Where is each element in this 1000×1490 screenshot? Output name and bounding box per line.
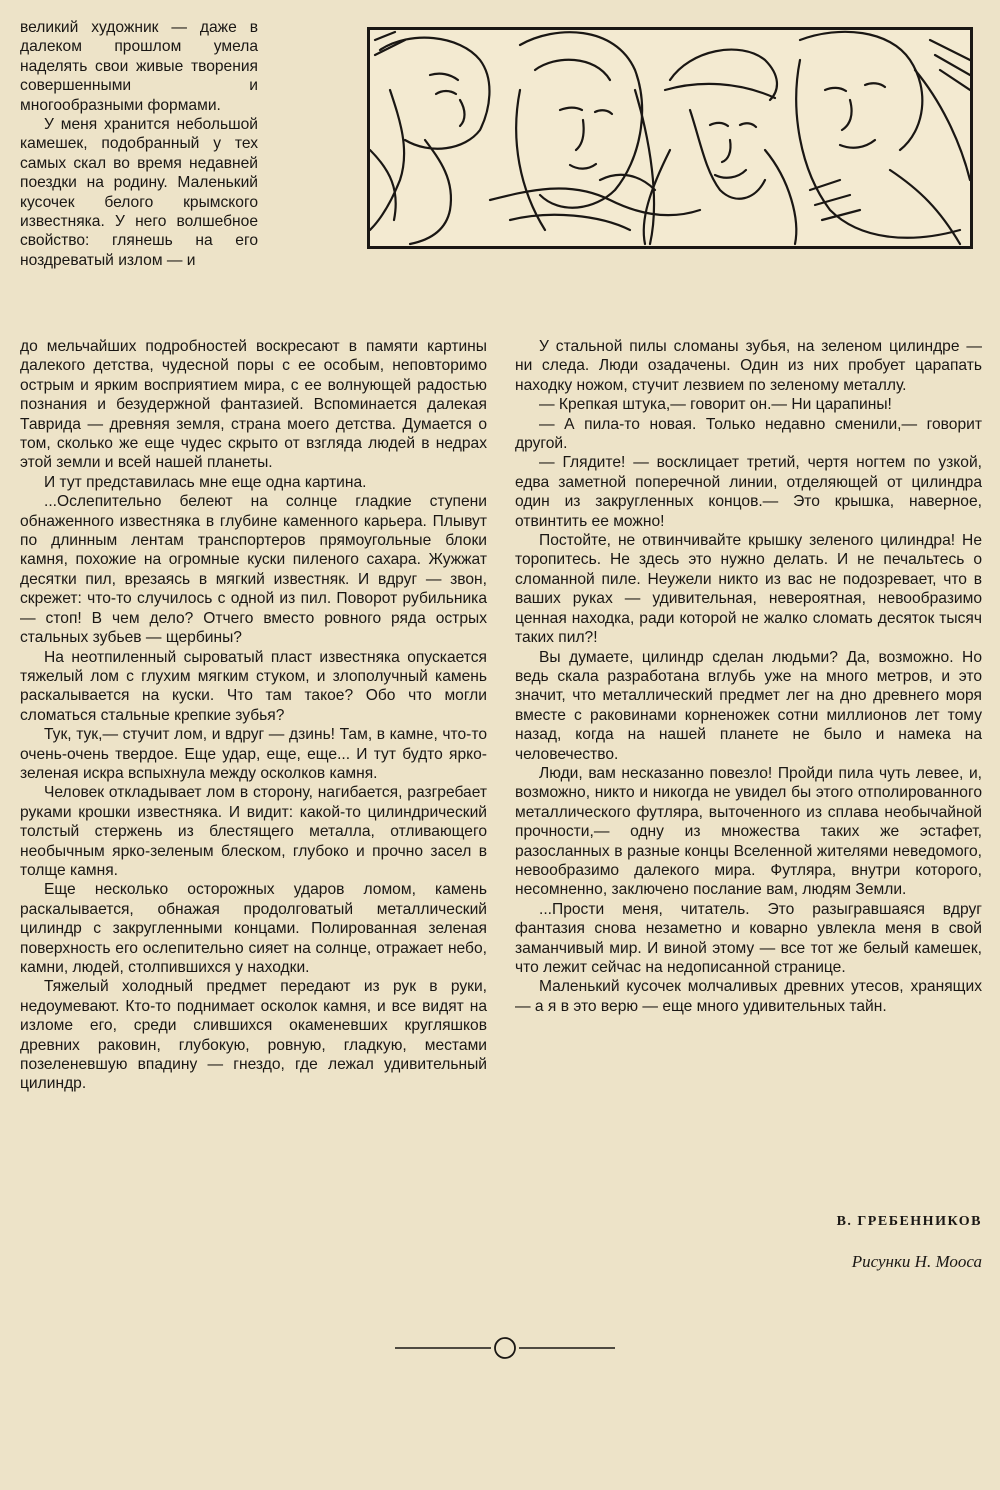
paragraph: У меня хранится небольшой камешек, подобранный у тех самых скал во время недавней поездки на родину. Маленький кусочек белого крымского известняка. У него волшебное свойство: глянешь на его ноздреватый излом — и (20, 116, 258, 269)
paragraph: Тяжелый холодный предмет передают из рук в руки, недоумевают. Кто-то поднимает осколок камня, и все видят на изломе его, среди слившихся окаменевших кругляшков древних раковин, глубокую, ровную, гладкую, местами позеленевшую впадину — гнездо, где лежал удивительный цилиндр. (20, 978, 487, 1093)
article-column-top-left (20, 18, 258, 270)
illustration-credit: Рисунки Н. Мооса (851, 1252, 982, 1271)
paragraph: ...Ослепительно белеют на солнце гладкие ступени обнаженного известняка в глубине каменного карьера. Плывут по длинным лентам транспортеров прямоугольные блоки камня, похожие на огромные куски пиленого сахара. Жужжат десятки пил, врезаясь в мягкий известняк. И вдруг — звон, скрежет: что-то случилось с одной из пил. Поворот рубильника — стоп! В чем дело? Отчего вместо ровного ряда острых стальных зубьев — щербины? (20, 493, 487, 647)
paragraph: Вы думаете, цилиндр сделан людьми? Да, возможно. Но ведь скала разработана вглубь уже на много метров, и это значит, что металлический предмет лег на дно древнего моря вместе с раковинами корненожек сотни миллионов лет тому назад, когда на нашей планете не было и намека на человечество. (515, 648, 982, 763)
ornament-circle (495, 1338, 515, 1358)
article-column-left (20, 337, 487, 1094)
paragraph: ...Прости меня, читатель. Это разыгравшаяся вдруг фантазия снова незаметно и коварно увлекла меня в свой заманчивый мир. И виной этому — все тот же белый камешек, что лежит сейчас на недописанной странице. (515, 900, 982, 976)
paragraph: Люди, вам несказанно повезло! Пройди пила чуть левее, и, возможно, никто и никогда не увидел бы этого отполированного металлического футляра, выточенного из сплава необычайной прочности,— одну из множества таких же эстафет, разосланных в разные концы Вселенной жителями неведомого, невообразимо далекого мира. Футляра, внутри которого, несомненно, заключено послание вам, людям Земли. (515, 764, 982, 899)
paragraph: — Крепкая штука,— говорит он.— Ни царапины! (539, 396, 892, 414)
author-name: В. ГРЕБЕННИКОВ (836, 1214, 982, 1229)
paragraph: Еще несколько осторожных ударов ломом, камень раскалывается, обнажая продолговатый металлический цилиндр с закругленными концами. Полированная зеленая поверхность его ослепительно сияет на солнце, отражает небо, камни, людей, столпившихся у находки. (20, 881, 487, 976)
sketch-drawing (370, 30, 970, 246)
paragraph: Постойте, не отвинчивайте крышку зеленого цилиндра! Не торопитесь. Не здесь это нужно делать. И не печальтесь о сломанной пиле. Неужели никто из вас не подозревает, что в ваших руках — удивительная, невероятная, невообразимо ценная находка, ради которой не жалко сломать десяток тысяч таких пил?! (515, 532, 982, 647)
paragraph: На неотпиленный сыроватый пласт известняка опускается тяжелый лом с глухим мягким стуком, и злополучный камень раскалывается на куски. Что там такое? Обо что могли сломаться стальные крепкие зубья? (20, 648, 487, 724)
paragraph: — Глядите! — восклицает третий, чертя ногтем по узкой, едва заметной поперечной линии, отделяющей от цилиндра один из закругленных концов.— Это крышка, наверное, отвинтить ее можно! (515, 454, 982, 530)
paragraph: Тук, тук,— стучит лом, и вдруг — дзинь! Там, в камне, что-то очень-очень твердое. Еще удар, еще, еще... И тут будто ярко-зеленая искра вспыхнула между осколков камня. (20, 726, 487, 782)
paragraph: Маленький кусочек молчаливых древних утесов, хранящих — а я в это верю — еще много удивительных тайн. (515, 978, 982, 1015)
paragraph: до мельчайших подробностей воскресают в памяти картины далекого детства, чудесной поры с ее особым, неповторимо острым и ярким восприятием мира, с ее волнующей радостью познания и безудержной фантазией. Вспоминается далекая Таврида — древняя земля, страна моего детства. Думается о том, сколько же еще чудес скрыто от взгляда людей в недрах этой земли и всей нашей планеты. (20, 338, 487, 472)
paragraph: — А пила-то новая. Только недавно сменили,— говорит другой. (515, 415, 982, 453)
article-column-right (515, 337, 982, 1016)
paragraph: Человек откладывает лом в сторону, нагибается, разгребает руками крошки известняка. И видит: какой-то цилиндрический толстый стержень из блестящего металла, отливающего необычным ярко-зеленым блеском, глубоко и прочно засел в толще камня. (20, 784, 487, 879)
illustration-people-faces (367, 27, 973, 249)
paragraph: великий художник — даже в далеком прошлом умела наделять свои живые творения совершенными и многообразными формами. (20, 19, 258, 114)
paragraph: У стальной пилы сломаны зубья, на зеленом цилиндре — ни следа. Люди озадачены. Один из них пробует царапать находку ножом, стучит лезвием по зеленому металлу. (515, 338, 982, 394)
end-ornament (395, 1336, 615, 1360)
paragraph: И тут представилась мне еще одна картина. (44, 473, 367, 491)
